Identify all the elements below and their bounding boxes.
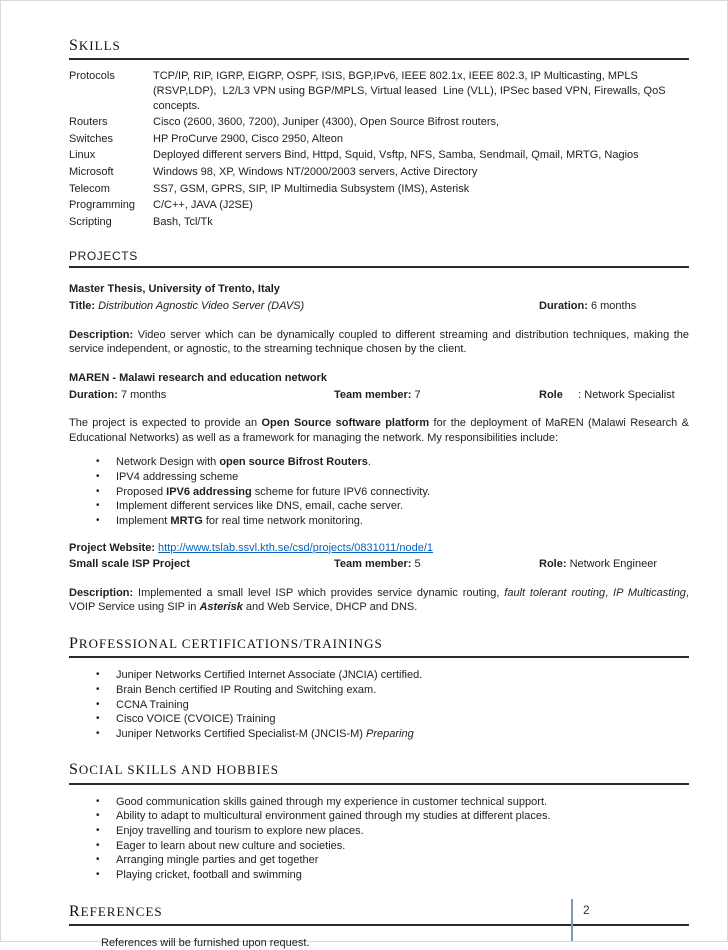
section-divider (69, 924, 689, 926)
list-item (96, 485, 689, 500)
page-number-value: 2 (583, 903, 590, 917)
bullet-icon: • (96, 727, 116, 742)
text-run: IPV4 addressing scheme (116, 471, 238, 483)
bullet-icon: • (96, 485, 116, 500)
skills-heading: SKILLS (69, 35, 689, 56)
bullet-text: Arranging mingle parties and get together (116, 853, 689, 868)
skills-category-value: SS7, GSM, GPRS, SIP, IP Multimedia Subsystem (IMS), Asterisk (153, 181, 689, 198)
maren-team-member (334, 388, 539, 403)
text-run: scheme for future IPV6 connectivity. (252, 486, 430, 498)
bullet-text: Playing cricket, football and swimming (116, 868, 689, 883)
list-item (96, 514, 689, 529)
projects-heading: PROJECTS (69, 249, 689, 265)
bullet-icon: • (96, 514, 116, 529)
text-run: for real time network monitoring. (203, 515, 363, 527)
section-divider (69, 783, 689, 785)
text-run: Title: (69, 300, 98, 312)
bullet-icon: • (96, 868, 116, 883)
bullet-icon: • (96, 712, 116, 727)
thesis-description (69, 328, 689, 357)
skills-category-value: TCP/IP, RIP, IGRP, EIGRP, OSPF, ISIS, BGP,IPv6, IEEE 802.1x, IEEE 802.3, IP Multicasting, MPLS (RSVP,LDP), L2/L3 VPN using BGP/MPLS, Virtual leased Line (VLL), IPSec based VPN, Firewalls, QoS concepts. (153, 68, 689, 114)
skills-row (69, 164, 689, 181)
maren-heading: MAREN - Malawi research and education network (69, 371, 689, 386)
text-run: Network Design with (116, 456, 219, 468)
skills-row (69, 181, 689, 198)
text-run: Brain Bench certified IP Routing and Switching exam. (116, 684, 376, 696)
text-run: Implement (116, 515, 170, 527)
text-run: open source Bifrost Routers (219, 456, 368, 468)
social-section (69, 759, 689, 882)
skills-category-label: Telecom (69, 181, 153, 198)
thesis-title (69, 299, 539, 314)
text-run: Implemented a small level ISP which provides service dynamic routing, (138, 587, 504, 599)
bullet-text (116, 499, 689, 514)
bullet-text (116, 455, 689, 470)
bullet-icon: • (96, 795, 116, 810)
certifications-heading: PROFESSIONAL CERTIFICATIONS/TRAININGS (69, 633, 689, 654)
list-item (96, 824, 689, 839)
bullet-icon: • (96, 809, 116, 824)
bullet-icon: • (96, 668, 116, 683)
isp-heading: Small scale ISP Project (69, 557, 334, 572)
text-run: fault tolerant routing (504, 587, 605, 599)
project-website-link[interactable]: http://www.tslab.ssvl.kth.se/csd/projects/0831011/node/1 (158, 542, 433, 554)
skills-section (69, 35, 689, 231)
text-run: for the deployment of MaREN (Malawi Research & Educational Networks) as well as a framework for managing the network. My responsibilities include: (69, 417, 689, 444)
text-run: Project Website: (69, 542, 158, 554)
text-run: Network Specialist (584, 389, 674, 401)
list-item (96, 683, 689, 698)
text-run: Cisco VOICE (CVOICE) Training (116, 713, 276, 725)
text-run: Juniper Networks Certified Internet Associate (JNCIA) certified. (116, 669, 422, 681)
text-run: Proposed (116, 486, 166, 498)
bullet-icon: • (96, 839, 116, 854)
text-run: The project is expected to provide an (69, 417, 262, 429)
thesis-meta-row (69, 299, 689, 314)
text-run: Juniper Networks Certified Specialist-M (JNCIS-M) (116, 728, 366, 740)
text-run: CCNA Training (116, 699, 189, 711)
thesis-heading: Master Thesis, University of Trento, Italy (69, 282, 689, 297)
text-run: Video server which can be dynamically coupled to different streaming and distribution techniques, making the service independent, or agnostic, to the streaming technique chosen by the client. (69, 329, 689, 356)
list-item (96, 499, 689, 514)
certifications-bullet-list (96, 668, 689, 741)
isp-role (539, 557, 689, 572)
list-item (96, 668, 689, 683)
bullet-text: Eager to learn about new culture and societies. (116, 839, 689, 854)
skills-category-label: Protocols (69, 68, 153, 114)
bullet-text (116, 698, 689, 713)
skills-category-value: Deployed different servers Bind, Httpd, Squid, Vsftp, NFS, Samba, Sendmail, Qmail, MRTG, Nagios (153, 147, 689, 164)
bullet-icon: • (96, 698, 116, 713)
isp-description (69, 586, 689, 615)
bullet-text (116, 712, 689, 727)
text-run: , (605, 587, 613, 599)
text-run: : (563, 389, 584, 401)
skills-row (69, 131, 689, 148)
list-item (96, 455, 689, 470)
text-run: 6 months (591, 300, 636, 312)
list-item (96, 727, 689, 742)
maren-paragraph (69, 416, 689, 445)
bullet-text (116, 470, 689, 485)
text-run: Duration: (539, 300, 591, 312)
text-run: 7 (415, 389, 421, 401)
isp-meta-row (69, 557, 689, 572)
text-run: Role: (539, 558, 570, 570)
text-run: 7 months (121, 389, 166, 401)
bullet-text (116, 514, 689, 529)
references-section (69, 901, 689, 950)
projects-section (69, 249, 689, 616)
text-run: , VOIP Service using SIP in (69, 587, 689, 614)
social-bullet-list (96, 795, 689, 883)
text-run: and Web Service, DHCP and DNS. (243, 601, 417, 613)
skills-row (69, 114, 689, 131)
list-item (96, 868, 689, 883)
text-run: Team member: (334, 389, 415, 401)
bullet-text (116, 485, 689, 500)
skills-category-label: Microsoft (69, 164, 153, 181)
skills-category-label: Scripting (69, 214, 153, 231)
bullet-icon: • (96, 683, 116, 698)
skills-row (69, 147, 689, 164)
text-run: . (368, 456, 371, 468)
text-run: Team member: (334, 558, 415, 570)
skills-category-label: Routers (69, 114, 153, 131)
bullet-icon: • (96, 455, 116, 470)
skills-category-value: C/C++, JAVA (J2SE) (153, 197, 689, 214)
text-run: Asterisk (199, 601, 242, 613)
maren-role (539, 388, 689, 403)
bullet-icon: • (96, 853, 116, 868)
bullet-text: Enjoy travelling and tourism to explore new places. (116, 824, 689, 839)
list-item (96, 698, 689, 713)
social-heading: SOCIAL SKILLS AND HOBBIES (69, 759, 689, 780)
list-item (96, 853, 689, 868)
bullet-text (116, 683, 689, 698)
references-heading: REFERENCES (69, 901, 689, 922)
text-run: Open Source software platform (262, 417, 430, 429)
skills-row (69, 197, 689, 214)
bullet-icon: • (96, 470, 116, 485)
text-run: Role (539, 389, 563, 401)
bullet-icon: • (96, 824, 116, 839)
skills-category-label: Programming (69, 197, 153, 214)
section-divider (69, 656, 689, 658)
section-divider (69, 266, 689, 268)
skills-category-label: Linux (69, 147, 153, 164)
text-run: Implement different services like DNS, email, cache server. (116, 500, 403, 512)
text-run: 5 (415, 558, 421, 570)
text-run: Distribution Agnostic Video Server (DAVS) (98, 300, 304, 312)
skills-row (69, 214, 689, 231)
certifications-section (69, 633, 689, 741)
list-item (96, 795, 689, 810)
maren-meta-row (69, 388, 689, 403)
maren-bullet-list (96, 455, 689, 528)
skills-row (69, 68, 689, 114)
list-item (96, 712, 689, 727)
bullet-text: Ability to adapt to multicultural environment gained through my studies at different places. (116, 809, 689, 824)
skills-table (69, 68, 689, 230)
text-run: Description: (69, 329, 138, 341)
maren-project-website (69, 541, 689, 556)
text-run: Duration: (69, 389, 121, 401)
text-run: IPV6 addressing (166, 486, 252, 498)
isp-team-member (334, 557, 539, 572)
list-item (96, 809, 689, 824)
thesis-duration (539, 299, 689, 314)
skills-category-value: HP ProCurve 2900, Cisco 2950, Alteon (153, 131, 689, 148)
text-run: Network Engineer (570, 558, 657, 570)
list-item (96, 839, 689, 854)
text-run: Description: (69, 587, 138, 599)
bullet-text (116, 727, 689, 742)
text-run: Preparing (366, 728, 414, 740)
references-text: References will be furnished upon request. (101, 936, 689, 950)
skills-category-value: Bash, Tcl/Tk (153, 214, 689, 231)
skills-category-value: Windows 98, XP, Windows NT/2000/2003 servers, Active Directory (153, 164, 689, 181)
skills-category-value: Cisco (2600, 3600, 7200), Juniper (4300), Open Source Bifrost routers, (153, 114, 689, 131)
bullet-text (116, 668, 689, 683)
list-item (96, 470, 689, 485)
text-run: MRTG (170, 515, 202, 527)
text-run: IP Multicasting (613, 587, 686, 599)
section-divider (69, 58, 689, 60)
skills-category-label: Switches (69, 131, 153, 148)
page-number (571, 899, 590, 941)
maren-duration (69, 388, 334, 403)
bullet-icon: • (96, 499, 116, 514)
bullet-text: Good communication skills gained through my experience in customer technical support. (116, 795, 689, 810)
